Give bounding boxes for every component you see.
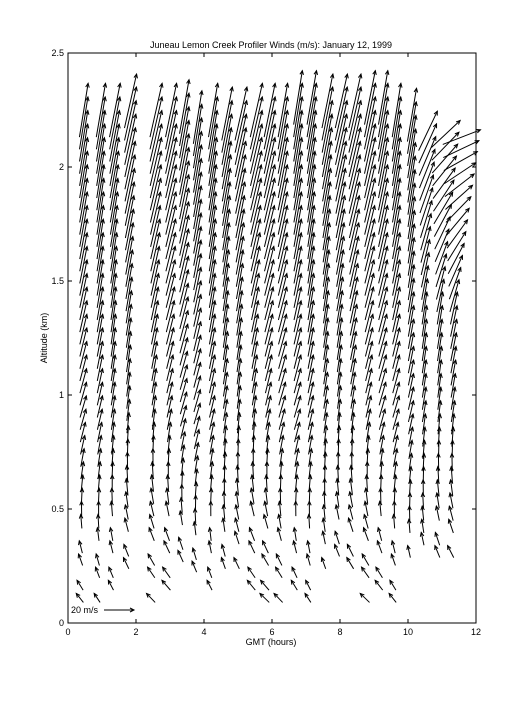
wind-vector bbox=[167, 369, 173, 393]
wind-vector bbox=[194, 335, 201, 363]
wind-vector bbox=[265, 369, 271, 393]
wind-vector bbox=[265, 342, 272, 369]
wind-vector bbox=[308, 342, 313, 369]
wind-vector bbox=[222, 155, 230, 201]
wind-vector bbox=[379, 396, 385, 418]
wind-vector bbox=[180, 379, 187, 402]
wind-vector bbox=[264, 178, 274, 222]
wind-vector bbox=[278, 165, 287, 210]
wind-vector bbox=[349, 196, 359, 238]
wind-vector bbox=[180, 134, 189, 183]
y-tick-label: 0.5 bbox=[51, 504, 64, 514]
x-tick-label: 8 bbox=[337, 627, 343, 637]
wind-vector bbox=[278, 151, 287, 198]
wind-vector bbox=[308, 369, 313, 393]
wind-vector bbox=[279, 396, 285, 418]
wind-vector bbox=[97, 369, 102, 393]
wind-vector bbox=[251, 165, 262, 210]
wind-vector bbox=[366, 342, 373, 369]
wind-vector bbox=[166, 138, 177, 186]
wind-vector bbox=[150, 165, 161, 210]
wind-vector bbox=[393, 355, 400, 381]
wind-vector bbox=[379, 369, 386, 393]
wind-vector bbox=[438, 374, 441, 398]
wind-vector bbox=[294, 396, 300, 418]
wind-vector bbox=[347, 558, 354, 569]
wind-vector bbox=[349, 169, 360, 214]
wind-vector bbox=[360, 593, 369, 602]
wind-vector bbox=[210, 369, 215, 393]
wind-vector bbox=[265, 355, 271, 381]
wind-vector bbox=[392, 151, 400, 198]
wind-vector bbox=[364, 97, 375, 149]
wind-vector bbox=[366, 355, 372, 381]
wind-vector bbox=[393, 342, 400, 369]
wind-vector bbox=[349, 155, 360, 201]
wind-vector bbox=[148, 554, 155, 565]
wind-vector bbox=[266, 382, 271, 405]
wind-vector bbox=[236, 182, 245, 226]
wind-vector bbox=[248, 567, 255, 578]
wind-vector bbox=[166, 151, 177, 198]
wind-vector bbox=[365, 151, 376, 198]
wind-vector bbox=[167, 355, 173, 381]
wind-vector bbox=[180, 392, 186, 414]
wind-vector bbox=[264, 138, 275, 186]
wind-vector bbox=[80, 342, 87, 369]
wind-vector bbox=[235, 141, 245, 189]
reference-vector-label: 20 m/s bbox=[71, 605, 99, 615]
wind-vector bbox=[152, 355, 157, 381]
wind-vector bbox=[294, 151, 302, 198]
wind-vector bbox=[97, 151, 104, 198]
x-tick-label: 6 bbox=[269, 627, 275, 637]
wind-vector bbox=[163, 567, 171, 578]
wind-vector bbox=[294, 138, 302, 186]
wind-vector bbox=[366, 369, 372, 393]
wind-vector bbox=[251, 151, 262, 198]
wind-vector bbox=[362, 567, 370, 578]
wind-vector bbox=[110, 165, 118, 210]
wind-vector bbox=[308, 165, 315, 210]
wind-vector bbox=[162, 580, 170, 590]
wind-vector bbox=[80, 382, 86, 405]
wind-vector bbox=[209, 165, 216, 210]
wind-vector bbox=[251, 192, 261, 235]
wind-vector bbox=[366, 382, 371, 405]
x-tick-label: 2 bbox=[133, 627, 139, 637]
y-tick-label: 2.5 bbox=[51, 48, 64, 58]
wind-vector bbox=[166, 165, 176, 210]
wind-vector bbox=[150, 111, 162, 162]
wind-vector bbox=[362, 554, 369, 565]
wind-vector bbox=[236, 169, 245, 214]
wind-vector bbox=[250, 111, 262, 162]
wind-vector bbox=[194, 363, 201, 388]
x-tick-label: 12 bbox=[470, 627, 482, 637]
wind-vector bbox=[125, 169, 134, 214]
wind-vector bbox=[180, 93, 189, 146]
wind-vector bbox=[150, 178, 160, 222]
wind-vector bbox=[323, 169, 331, 214]
wind-vector bbox=[125, 141, 135, 189]
wind-vector bbox=[308, 355, 313, 381]
chart-title: Juneau Lemon Creek Profiler Winds (m/s): January 12, 1999 bbox=[149, 40, 393, 50]
wind-vector bbox=[97, 355, 102, 381]
wind-vector bbox=[80, 355, 87, 381]
wind-vector bbox=[279, 382, 286, 405]
wind-vector bbox=[279, 342, 286, 369]
reference-vector bbox=[71, 605, 134, 615]
x-tick-label: 0 bbox=[65, 627, 71, 637]
wind-vector bbox=[294, 369, 301, 393]
wind-vector bbox=[261, 580, 269, 590]
wind-vector bbox=[451, 360, 456, 385]
wind-vector bbox=[125, 155, 135, 201]
wind-vector bbox=[262, 554, 269, 565]
wind-vector bbox=[393, 382, 399, 405]
y-tick-label: 1.5 bbox=[51, 276, 64, 286]
wind-vector bbox=[80, 151, 88, 198]
wind-vector bbox=[194, 145, 202, 192]
wind-vector bbox=[365, 178, 375, 222]
wind-vector bbox=[180, 148, 189, 195]
wind-vector bbox=[349, 182, 359, 226]
wind-vector bbox=[237, 372, 240, 396]
wind-vector bbox=[294, 342, 301, 369]
wind-vector bbox=[393, 396, 399, 418]
wind-vector bbox=[194, 159, 202, 205]
wind-vector bbox=[260, 593, 269, 602]
wind-vector bbox=[408, 346, 413, 373]
wind-vector bbox=[150, 151, 161, 198]
wind-vector bbox=[349, 141, 360, 189]
wind-vector bbox=[379, 165, 388, 210]
wind-vector bbox=[180, 365, 187, 390]
wind-vector bbox=[151, 192, 161, 235]
wind-vector bbox=[323, 155, 331, 201]
wind-vector bbox=[337, 372, 340, 396]
wind-vector bbox=[308, 151, 315, 198]
x-tick-label: 10 bbox=[402, 627, 414, 637]
wind-vector bbox=[209, 342, 214, 369]
wind-vector bbox=[110, 151, 118, 198]
wind-vector bbox=[336, 155, 346, 201]
wind-vector bbox=[445, 174, 474, 197]
wind-vector bbox=[393, 369, 400, 393]
wind-vector bbox=[209, 151, 216, 198]
wind-vector bbox=[278, 138, 287, 186]
wind-vector bbox=[379, 382, 386, 405]
wind-vector bbox=[80, 396, 86, 418]
wind-vector bbox=[336, 182, 345, 226]
wind-vector bbox=[222, 169, 230, 214]
wind-vector bbox=[180, 351, 187, 377]
wind-vector bbox=[194, 390, 200, 412]
y-axis-label: Altitude (km) bbox=[39, 312, 49, 364]
x-tick-label: 4 bbox=[201, 627, 207, 637]
wind-vector bbox=[336, 169, 345, 214]
wind-vector bbox=[278, 97, 287, 149]
wind-vector bbox=[448, 546, 454, 558]
y-tick-label: 1 bbox=[58, 390, 64, 400]
wind-vector bbox=[408, 156, 415, 202]
wind-vector bbox=[251, 178, 261, 222]
wind-vector bbox=[194, 376, 201, 400]
wind-vector bbox=[150, 138, 161, 186]
wind-vector bbox=[264, 97, 275, 149]
wind-vector bbox=[125, 182, 134, 226]
wind-vector bbox=[167, 342, 174, 369]
wind-vector bbox=[180, 161, 189, 207]
wind-vector bbox=[80, 369, 87, 393]
wind-vector bbox=[379, 355, 386, 381]
wind-vector bbox=[166, 178, 176, 222]
wind-vector bbox=[365, 138, 376, 186]
wind-vector bbox=[127, 372, 130, 396]
wind-vector bbox=[336, 141, 346, 189]
wind-vector bbox=[194, 349, 201, 375]
wind-vector bbox=[80, 138, 88, 186]
wind-vector bbox=[408, 374, 413, 398]
wind-vector bbox=[180, 338, 187, 366]
wind-vector bbox=[408, 360, 413, 385]
wind-vector bbox=[274, 593, 283, 602]
wind-vector bbox=[236, 155, 246, 201]
wind-vector bbox=[166, 97, 177, 149]
wind-vector bbox=[294, 355, 301, 381]
wind-vector bbox=[376, 567, 383, 578]
wind-vector bbox=[147, 593, 156, 602]
wind-vector bbox=[351, 359, 356, 384]
wind-vector bbox=[264, 151, 275, 198]
wind-vector bbox=[294, 382, 300, 405]
wind-vector bbox=[209, 355, 214, 381]
wind-vector bbox=[379, 342, 386, 369]
wind-vector bbox=[279, 355, 286, 381]
wind-vector bbox=[148, 567, 155, 578]
wind-vector bbox=[378, 97, 387, 149]
wind-vectors bbox=[76, 71, 480, 603]
wind-vector bbox=[347, 544, 353, 556]
wind-vector bbox=[180, 107, 189, 158]
wind-vector bbox=[250, 138, 261, 186]
wind-vector bbox=[279, 369, 286, 393]
wind-vector bbox=[97, 165, 104, 210]
wind-vector bbox=[276, 567, 283, 578]
wind-vector bbox=[408, 143, 416, 191]
wind-vector bbox=[392, 138, 400, 186]
y-tick-label: 2 bbox=[58, 162, 64, 172]
y-tick-label: 0 bbox=[58, 618, 64, 628]
wind-vector bbox=[97, 342, 102, 369]
x-axis-label: GMT (hours) bbox=[245, 637, 297, 647]
wind-vector bbox=[379, 151, 388, 198]
wind-vector bbox=[365, 165, 375, 210]
wind-vector bbox=[252, 355, 257, 381]
wind-vector bbox=[264, 165, 274, 210]
wind-vector bbox=[379, 138, 388, 186]
